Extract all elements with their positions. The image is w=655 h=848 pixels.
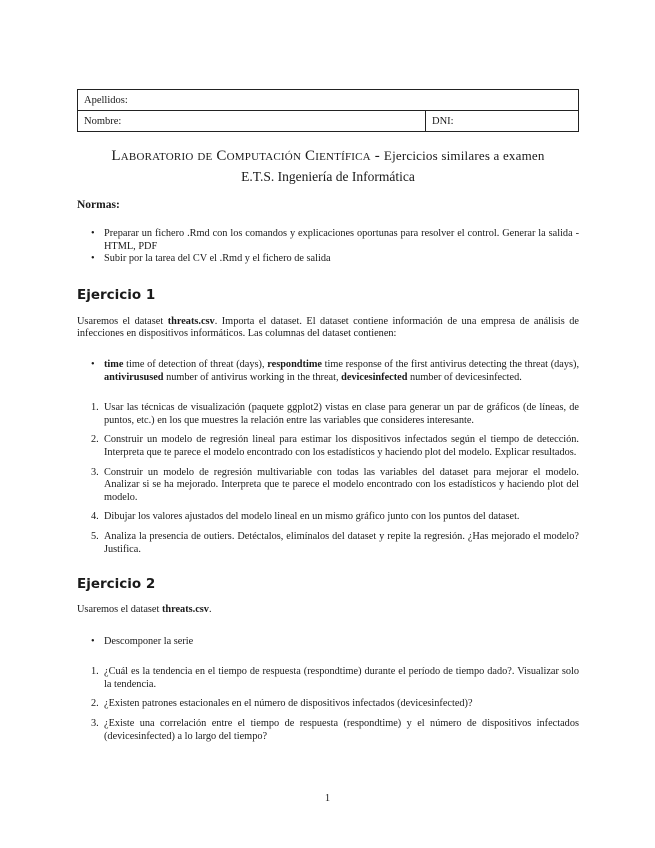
document-title bbox=[77, 146, 579, 166]
task-item: 4. Dibujar los valores ajustados del modelo lineal en un mismo gráfico junto con los puntos del dataset. bbox=[91, 511, 520, 523]
task-item: 3. ¿Existe una correlación entre el tiempo de respuesta (respondtime) y el número de dispositivos infectados (devicesinfected) a lo largo del tiempo? bbox=[91, 718, 579, 742]
columns-list bbox=[77, 359, 579, 384]
nombre-label: Nombre: bbox=[78, 111, 426, 131]
dataset-name: threats.csv bbox=[161, 604, 209, 616]
task-item: 1. Usar las técnicas de visualización (paquete ggplot2) vistas en clase para generar un par de gráficos (de líneas, de puntos, etc.) en los que muestres la relación entre las variables que consideres interesante. bbox=[91, 402, 579, 426]
normas-list bbox=[77, 228, 579, 266]
nombre-dni-row bbox=[78, 110, 578, 131]
ejercicio-2-intro: Usaremos el dataset threats.csv. bbox=[77, 604, 212, 616]
task-item: 2. Construir un modelo de regresión lineal para estimar los dispositivos infectados según el tiempo de detección. Interpreta que te parece el modelo encontrado con los estadísticos y haciendo plot del modelo. Explicar resultados. bbox=[91, 434, 579, 458]
normas-heading: Normas: bbox=[77, 199, 120, 211]
lab-subtitle: Ejercicios similares a examen bbox=[383, 148, 545, 163]
ejercicio-1-intro: Usaremos el dataset threats.csv. Importa el dataset. El dataset contiene información de una empresa de análisis de infecciones en dispositivos informáticos. Las columnas del dataset contienen: bbox=[77, 315, 579, 340]
bullet-item: • Descomponer la serie bbox=[77, 636, 579, 649]
lab-title: Laboratorio de Computación Científica - bbox=[111, 148, 380, 164]
dni-label: DNI: bbox=[432, 115, 454, 127]
normas-item: • Subir por la tarea del CV el .Rmd y el fichero de salida bbox=[77, 253, 579, 266]
apellidos-row bbox=[78, 90, 578, 110]
page-number: 1 bbox=[324, 793, 331, 804]
task-item: 5. Analiza la presencia de outiers. Detéctalos, elimínalos del dataset y repite la regresión. ¿Has mejorado el modelo? Justifica. bbox=[91, 530, 579, 555]
task-item: 2. ¿Existen patrones estacionales en el número de dispositivos infectados (devicesinfected)? bbox=[91, 698, 473, 710]
apellidos-label: Apellidos: bbox=[84, 94, 128, 106]
ejercicio-1-tasks bbox=[77, 402, 579, 556]
school-name: E.T.S. Ingeniería de Informática bbox=[241, 169, 415, 184]
ejercicio-2-bullets bbox=[77, 636, 579, 649]
document-page bbox=[77, 89, 579, 750]
dataset-name: threats.csv bbox=[167, 315, 215, 327]
student-info-box bbox=[77, 89, 579, 132]
ejercicio-2-heading: Ejercicio 2 bbox=[77, 576, 156, 593]
normas-item: • Preparar un fichero .Rmd con los comandos y explicaciones oportunas para resolver el control. Generar la salida - HTML, PDF bbox=[77, 228, 579, 253]
columns-description: • time time of detection of threat (days), respondtime time response of the first antivirus detecting the threat (days), antivirusused number of antivirus working in the threat, devicesinfected number of devicesinfected. bbox=[77, 359, 579, 384]
task-item: 1. ¿Cuál es la tendencia en el tiempo de respuesta (respondtime) durante el período de tiempo dado?. Visualizar solo la tendencia. bbox=[91, 666, 579, 690]
ejercicio-1-heading: Ejercicio 1 bbox=[77, 286, 156, 303]
task-item: 3. Construir un modelo de regresión multivariable con todas las variables del dataset para mejorar el modelo. Analizar si se ha mejorado. Interpreta que te parece el modelo encontrado con los estadísticos y haciendo plot del modelo. bbox=[91, 466, 579, 503]
ejercicio-2-tasks bbox=[77, 666, 579, 743]
